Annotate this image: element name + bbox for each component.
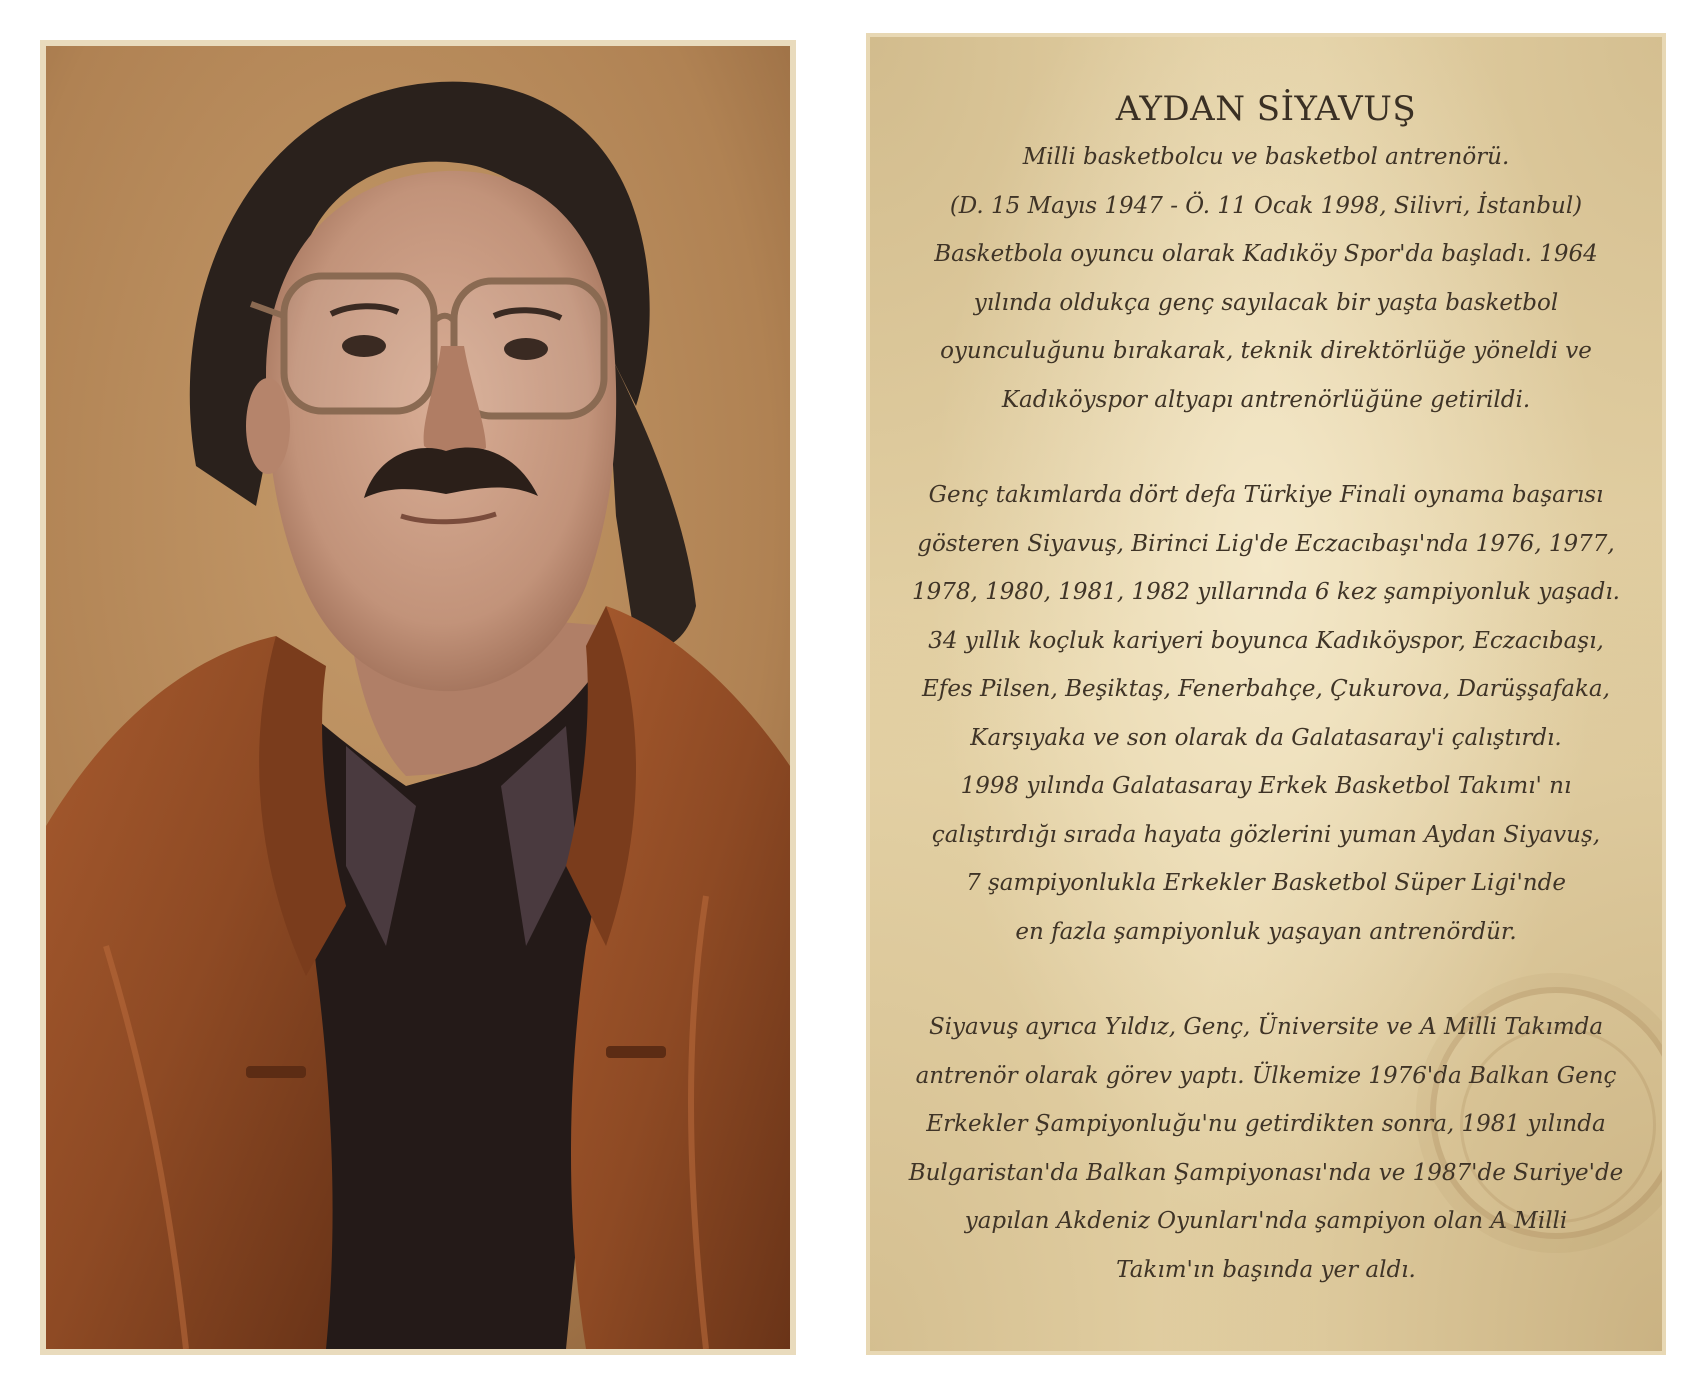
portrait-illustration: [46, 46, 790, 1349]
bio-line: Siyavuş ayrıca Yıldız, Genç, Üniversite ve A Milli Takımda: [928, 1014, 1604, 1040]
bio-name: AYDAN SİYAVUŞ: [1115, 89, 1417, 129]
bio-paragraph-2: [888, 471, 1644, 956]
bio-line: Genç takımlarda dört defa Türkiye Finali oynama başarısı: [928, 482, 1604, 508]
bio-line: Kadıköyspor altyapı antrenörlüğüne getirildi.: [1001, 386, 1531, 413]
bio-line: 34 yıllık koçluk kariyeri boyunca Kadıköyspor, Eczacıbaşı,: [928, 627, 1604, 654]
bio-line: Basketbola oyuncu olarak Kadıköy Spor'da başladı. 1964: [934, 241, 1598, 267]
bio-line: 1998 yılında Galatasaray Erkek Basketbol Takımı' nı: [960, 773, 1572, 799]
bio-subtitle: Milli basketbolcu ve basketbol antrenörü.: [1022, 144, 1510, 170]
bio-paragraph-3: [888, 1003, 1644, 1294]
paragraph-gap: [888, 424, 1644, 471]
bio-line: çalıştırdığı sırada hayata gözlerini yuman Aydan Siyavuş,: [931, 821, 1601, 848]
bio-line: 7 şampiyonlukla Erkekler Basketbol Süper Ligi'nde: [966, 870, 1566, 896]
biography-text: [888, 85, 1644, 1294]
bio-line: en fazla şampiyonluk yaşayan antrenördür.: [1015, 918, 1517, 945]
bio-line: yılında oldukça genç sayılacak bir yaşta basketbol: [973, 289, 1559, 316]
bio-line: Efes Pilsen, Beşiktaş, Fenerbahçe, Çukurova, Darüşşafaka,: [922, 676, 1610, 702]
biography-card: [866, 33, 1666, 1355]
bio-line: Karşıyaka ve son olarak da Galatasaray'i çalıştırdı.: [970, 724, 1562, 751]
paragraph-gap: [888, 956, 1644, 1003]
bio-line: Bulgaristan'da Balkan Şampiyonası'nda ve 1987'de Suriye'de: [908, 1159, 1624, 1186]
bio-dates: (D. 15 Mayıs 1947 - Ö. 11 Ocak 1998, Silivri, İstanbul): [949, 192, 1583, 219]
bio-line: oyunculuğunu bırakarak, teknik direktörlüğe yöneldi ve: [940, 338, 1592, 364]
bio-line: yapılan Akdeniz Oyunları'nda şampiyon olan A Milli: [964, 1208, 1568, 1234]
bio-line: antrenör olarak görev yaptı. Ülkemize 1976'da Balkan Genç: [915, 1062, 1617, 1089]
bio-line: Takım'ın başında yer aldı.: [1116, 1256, 1416, 1283]
portrait-photo: [40, 40, 796, 1355]
bio-line: Erkekler Şampiyonluğu'nu getirdikten sonra, 1981 yılında: [926, 1111, 1606, 1137]
bio-line: gösteren Siyavuş, Birinci Lig'de Eczacıbaşı'nda 1976, 1977,: [917, 530, 1615, 557]
bio-line: 1978, 1980, 1981, 1982 yıllarında 6 kez şampiyonluk yaşadı.: [911, 579, 1620, 605]
bio-paragraph-1: [888, 230, 1644, 424]
